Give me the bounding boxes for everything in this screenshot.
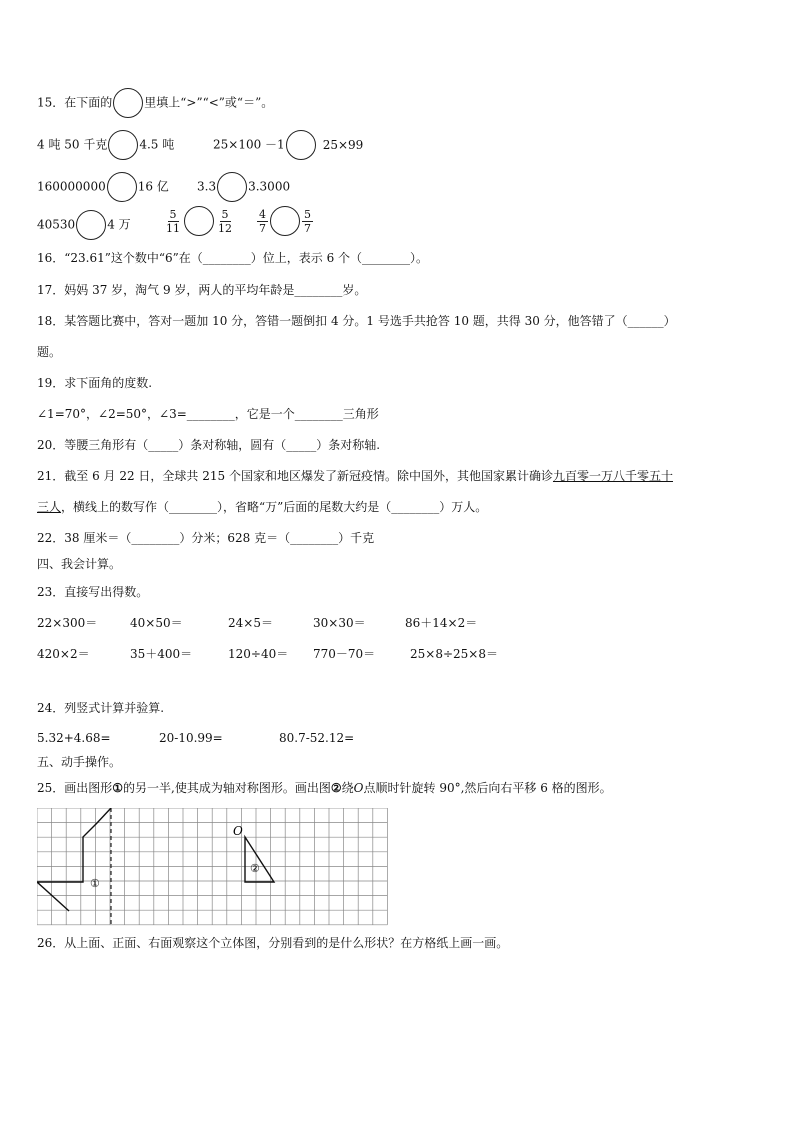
q15-row3-fracs-1 (163, 206, 235, 236)
compare-circle-4[interactable] (217, 172, 247, 202)
q24-title: 24．列竖式计算并验算. (37, 701, 165, 715)
vertical-calc-item: 5.32+4.68= (37, 731, 111, 745)
blank-circle[interactable] (113, 88, 143, 118)
calc-item: 86＋14×2＝ (405, 616, 478, 630)
q23-title: 23．直接写出得数。 (37, 585, 149, 599)
fraction: $\frac{4}{7}$ (259, 207, 266, 235)
calc-item: 25×8÷25×8＝ (410, 647, 498, 661)
q25-text: 25．画出图形①的另一半,使其成为轴对称图形。画出图②绕O点顺时针旋转 90°,然后向右平移 6 格的图形。 (37, 781, 612, 795)
compare-circle-2[interactable] (286, 130, 316, 160)
q15-row1-right-b: 25×99 (322, 137, 364, 152)
q15-row2-left-a: 160000000 (37, 179, 106, 194)
section-5-heading: 五、动手操作。 (37, 755, 122, 769)
calc-item: 120÷40＝ (228, 647, 289, 661)
calc-item: 30×30＝ (313, 616, 366, 630)
vertical-calc-item: 80.7-52.12= (279, 731, 355, 745)
q21-line1 (37, 468, 673, 484)
q15-row1-right-a: 25×100 －1 (213, 137, 285, 152)
q15-row1-left-a: 4 吨 50 千克 (37, 137, 108, 152)
q15-row3-left-b: 4 万 (107, 217, 131, 232)
calc-item: 24×5＝ (228, 616, 273, 630)
q15-row2 (37, 172, 169, 202)
q21-underlined-number: 九百零一万八千零五十 (552, 469, 673, 483)
compare-circle-5[interactable] (76, 210, 106, 240)
fraction: $\frac{5}{11}$ (166, 207, 180, 235)
q23-row2 (37, 646, 498, 662)
q18-line1: 18．某答题比赛中，答对一题加 10 分，答错一题倒扣 4 分。1 号选手共抢答 10 题，共得 30 分，他答错了（______） (37, 314, 676, 328)
q20: 20．等腰三角形有（_____）条对称轴，圆有（_____）条对称轴. (37, 438, 381, 452)
q15-row2-right-b: 3.3000 (248, 179, 291, 194)
q15-title (37, 88, 273, 118)
q21-part2: ，横线上的数写作（________），省略“万”后面的尾数大约是（________）万人。 (61, 500, 488, 514)
calc-item: 22×300＝ (37, 616, 98, 630)
q26: 26．从上面、正面、右面观察这个立体图，分别看到的是什么形状？在方格纸上画一画。 (37, 936, 509, 950)
q15-row1-right (213, 130, 363, 160)
calc-item: 40×50＝ (130, 616, 183, 630)
compare-circle-1[interactable] (108, 130, 138, 160)
q18-line2: 题。 (37, 345, 62, 359)
fraction: $\frac{5}{12}$ (218, 207, 232, 235)
section-4-heading: 四、我会计算。 (37, 557, 122, 571)
q21-part1: 21．截至 6 月 22 日，全球共 215 个国家和地区爆发了新冠疫情。除中国外，其他国家累计确诊 (37, 469, 553, 483)
point-o: O (353, 781, 364, 795)
grid-svg (37, 808, 397, 928)
q15-row3 (37, 210, 131, 240)
q15-row2-right-a: 3.3 (197, 179, 217, 194)
q21-line2 (37, 499, 487, 515)
q15-row3-fracs-2 (256, 206, 314, 236)
calc-item: 35＋400＝ (130, 647, 193, 661)
fraction: $\frac{5}{7}$ (304, 207, 311, 235)
grid-label-2: ② (250, 862, 260, 875)
q23-row1 (37, 615, 477, 631)
q16: 16．“23.61”这个数中“6”在（________）位上，表示 6 个（________）。 (37, 251, 429, 265)
q15-suffix: 里填上“>”“<”或“＝”。 (144, 95, 274, 110)
compare-circle-7[interactable] (270, 206, 300, 236)
grid-label-1: ① (90, 877, 100, 890)
grid-lines (37, 808, 387, 925)
q19-title: 19．求下面角的度数. (37, 376, 153, 390)
vertical-calc-item: 20-10.99= (159, 731, 223, 745)
compare-circle-6[interactable] (184, 206, 214, 236)
grid-label-o: O (233, 824, 243, 838)
q21-underlined-number-end: 三人 (37, 500, 62, 514)
q15-row1-left-b: 4.5 吨 (139, 137, 175, 152)
q15-prefix: 15．在下面的 (37, 95, 113, 110)
shape-1-marker: ① (112, 781, 124, 795)
calc-item: 420×2＝ (37, 647, 90, 661)
q22: 22．38 厘米＝（________）分米；628 克＝（________）千克 (37, 531, 375, 545)
q19-line: ∠1=70°，∠2=50°，∠3=________，它是一个________三角形 (37, 407, 379, 421)
grid-figure (37, 808, 397, 932)
q15-row1 (37, 130, 174, 160)
q24-items (37, 730, 354, 746)
q15-row3-left-a: 40530 (37, 217, 76, 232)
q17: 17．妈妈 37 岁，淘气 9 岁，两人的平均年龄是________岁。 (37, 283, 367, 297)
calc-item: 770－70＝ (313, 647, 376, 661)
q15-row2-left-b: 16 亿 (137, 179, 169, 194)
compare-circle-3[interactable] (107, 172, 137, 202)
q15-row2-right (197, 172, 290, 202)
shape-2-outline (245, 837, 274, 882)
shape-2-marker: ② (330, 781, 342, 795)
